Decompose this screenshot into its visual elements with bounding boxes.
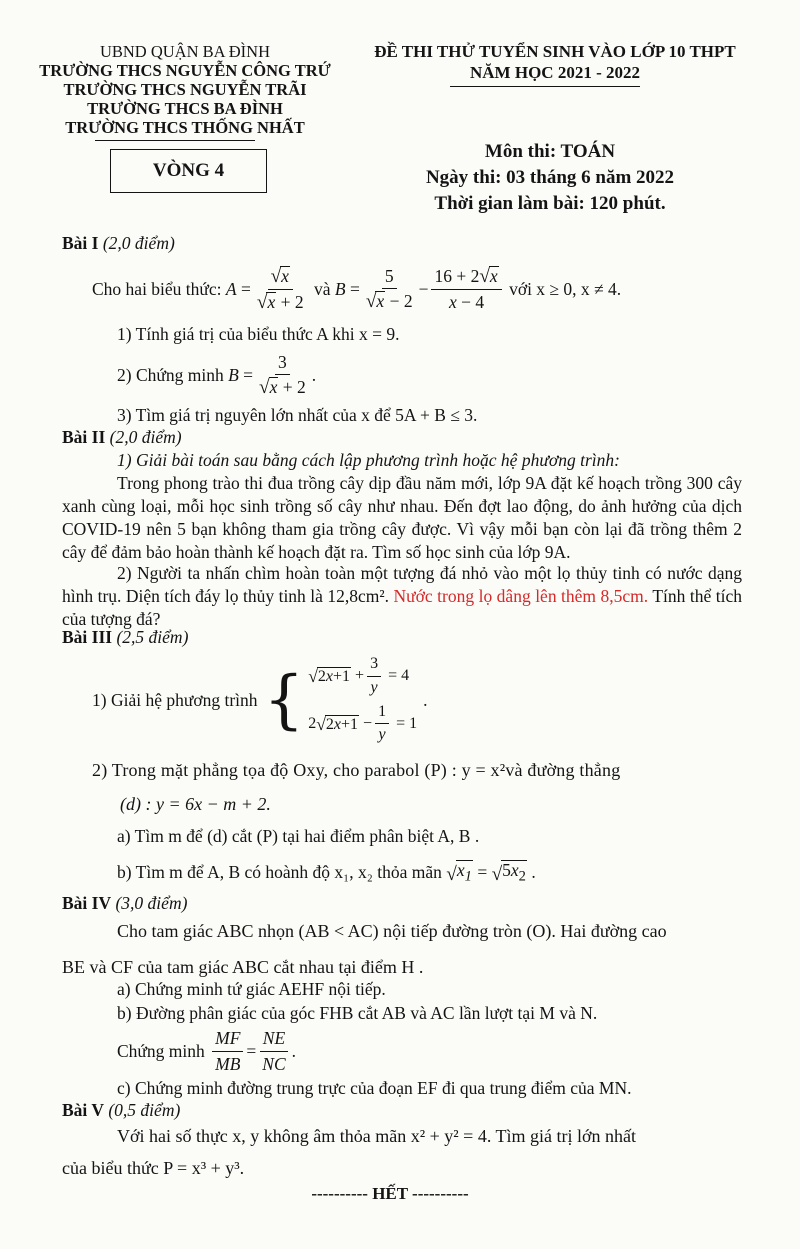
q2-highlight: Nước trong lọ dâng lên thêm 8,5cm. <box>393 586 649 606</box>
round-label: VÒNG 4 <box>152 160 225 181</box>
exam-title: ĐỀ THI THỬ TUYỂN SINH VÀO LỚP 10 THPT <box>374 42 736 61</box>
exam-date: Ngày thi: 03 tháng 6 năm 2022 <box>425 167 675 188</box>
and-text: và <box>313 278 331 299</box>
subject: Môn thi: TOÁN <box>484 141 616 162</box>
bai5-line1: Với hai số thực x, y không âm thỏa mãn x² + y² = 4. Tìm giá trị lớn nhất <box>117 1126 636 1146</box>
section-title: Bài IV <box>62 893 112 913</box>
bai4-qb2: Chứng minh $\frac{MF}{MB}$ = $\frac{NE}{NC}$ . <box>117 1028 297 1074</box>
bai2-q2-text <box>62 562 742 631</box>
bai4-qb: b) Đường phân giác của góc FHB cắt AB và AC lần lượt tại M và N. <box>117 1003 598 1023</box>
bai1-q3: 3) Tìm giá trị nguyên lớn nhất của x để 5A + B ≤ 3. <box>117 405 478 425</box>
bai3-q2-line2: (d) : y = 6x − m + 2. <box>120 794 271 814</box>
bai1-heading <box>62 233 175 254</box>
bai4-line1: Cho tam giác ABC nhọn (AB < AC) nội tiếp đường tròn (O). Hai đường cao <box>117 921 667 941</box>
bai2-q1-title: 1) Giải bài toán sau bằng cách lập phương trình hoặc hệ phương trình: <box>117 450 620 470</box>
bai3-heading <box>62 627 188 648</box>
expr-b-fraction2: 16 + 2 √ x x − 4 <box>431 266 501 311</box>
round-box <box>110 149 267 193</box>
expr-b-fraction1: 5 √ x − 2 <box>365 266 413 313</box>
ratio-mf-mb: $\frac{MF}{MB}$ <box>212 1028 243 1073</box>
section-title: Bài I <box>62 233 99 253</box>
q2-text: 2) Chứng minh <box>117 364 224 385</box>
exam-duration: Thời gian làm bài: 120 phút. <box>434 193 666 214</box>
school-name: TRƯỜNG THCS NGUYỄN CÔNG TRỨ <box>39 61 331 80</box>
bai2-heading <box>62 427 182 448</box>
end-marker: ---------- HẾT ---------- <box>311 1184 469 1203</box>
section-points: (2,0 điểm) <box>109 427 182 447</box>
bai4-heading <box>62 893 187 914</box>
qb-text: b) Tìm m để A, B có hoành độ x₁, x₂ thỏa mãn <box>117 861 442 882</box>
bai1-q2: 2) Chứng minh B = 3 √ x + 2 . <box>117 352 317 399</box>
q2-text: 2) Người ta nhấn chìm hoàn toàn một tượng đá nhỏ vào một lọ thủy tinh có nước dạng hình trụ. Diện tích đáy lọ thủy tinh là 12,8cm². <box>62 563 742 606</box>
district-name: UBND QUẬN BA ĐÌNH <box>99 42 271 61</box>
header-divider <box>95 140 255 141</box>
section-title: Bài III <box>62 627 113 647</box>
exam-year: NĂM HỌC 2021 - 2022 <box>470 63 640 82</box>
bai2-q1-text: Trong phong trào thi đua trồng cây dịp đầu năm mới, lớp 9A đặt kế hoạch trồng 300 cây xanh cùng loại, mỗi học sinh trồng số cây như nhau. Đến đợt lao động, do ảnh hưởng của dịch COVID-19 nên 5 bạn không tham gia trồng cây được. Vì vậy mỗi bạn còn lại đã trồng thêm 2 cây để đảm bảo hoàn thành kế hoạch đặt ra. Tìm số học sinh của lớp 9A. <box>62 473 742 562</box>
bai5-heading <box>62 1100 180 1121</box>
bai3-qb: b) Tìm m để A, B có hoành độ x₁, x₂ thỏa mãn √ $x_1$ = √ $5x_2$ . <box>117 860 536 886</box>
section-points: (2,0 điểm) <box>102 233 175 253</box>
section-title: Bài II <box>62 427 106 447</box>
equation-2: 2 √ 2x+1 − $\frac{1}{y}$ = 1 <box>308 703 418 744</box>
school-name: TRƯỜNG THCS THỐNG NHẤT <box>65 118 305 137</box>
q2-fraction: 3 √ x + 2 <box>259 352 306 399</box>
q2-question: Tính thể tích của tượng đá? <box>62 586 742 629</box>
bai1-q1: 1) Tính giá trị của biểu thức A khi x = 9. <box>117 324 400 344</box>
q1-text: 1) Giải hệ phương trình <box>92 689 258 710</box>
bai1-expressions: Cho hai biểu thức: A = √ x √ x + 2 và B = 5 √ x − 2 − 16 + 2 √ x x − 4 với x ≥ 0, x ≠ 4. <box>92 266 622 313</box>
school-name: TRƯỜNG THCS BA ĐÌNH <box>87 99 283 118</box>
bai3-qa: a) Tìm m để (d) cắt (P) tại hai điểm phân biệt A, B . <box>117 826 480 846</box>
expr-a-fraction: √ x √ x + 2 <box>256 266 304 313</box>
qb2-text: Chứng minh <box>117 1040 205 1061</box>
condition-text: với x ≥ 0, x ≠ 4. <box>509 278 622 299</box>
bai4-qc: c) Chứng minh đường trung trực của đoạn EF đi qua trung điểm của MN. <box>117 1078 632 1098</box>
section-points: (0,5 điểm) <box>108 1100 181 1120</box>
bai5-line2: của biểu thức P = x³ + y³. <box>62 1158 245 1178</box>
section-points: (2,5 điểm) <box>116 627 189 647</box>
system-brace: { <box>263 663 305 737</box>
school-name: TRƯỜNG THCS NGUYỄN TRÃI <box>63 80 307 99</box>
equation-1: √ 2x+1 + $\frac{3}{y}$ = 4 <box>308 655 410 696</box>
section-title: Bài V <box>62 1100 104 1120</box>
school-block <box>30 42 340 137</box>
bai3-system: 1) Giải hệ phương trình { √ 2x+1 + $\frac{3}{y}$ = 4 2 √ 2x+1 − $\frac{1}{y}$ = 1 . <box>92 655 428 744</box>
bai4-line2: BE và CF của tam giác ABC cắt nhau tại điểm H . <box>62 957 424 977</box>
intro-text: Cho hai biểu thức: <box>92 278 222 299</box>
ratio-ne-nc: $\frac{NE}{NC}$ <box>259 1028 288 1073</box>
section-points: (3,0 điểm) <box>115 893 188 913</box>
year-underline <box>450 86 640 87</box>
bai3-q2-line1: 2) Trong mặt phẳng tọa độ Oxy, cho parabol (P) : y = x²và đường thẳng <box>92 760 621 780</box>
bai4-qa: a) Chứng minh tứ giác AEHF nội tiếp. <box>117 979 386 999</box>
